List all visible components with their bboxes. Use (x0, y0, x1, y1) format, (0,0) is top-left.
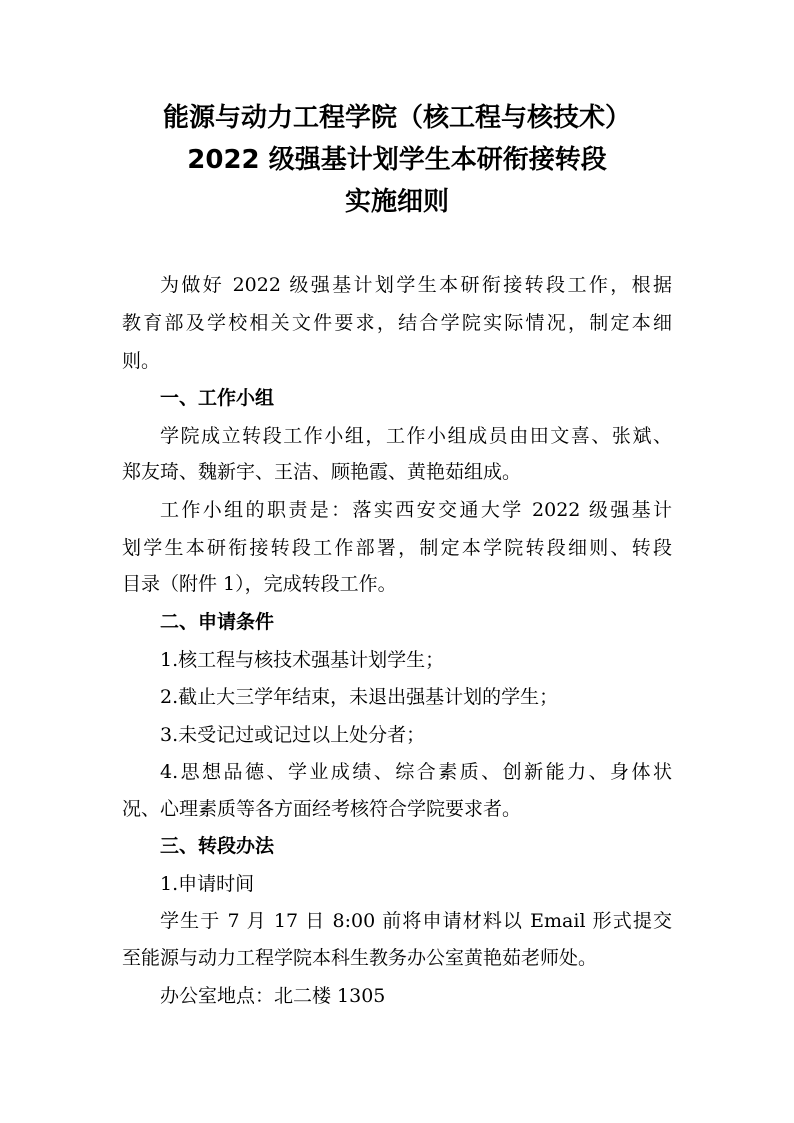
document-title-line-3: 实施细则 (344, 187, 449, 217)
section-2-heading: 二、申请条件 (160, 611, 275, 633)
intro-line-2: 教育部及学校相关文件要求，结合学院实际情况，制定本细 (122, 312, 672, 334)
section-3-para-line-1: 学生于 7 月 17 日 8:00 前将申请材料以 Email 形式提交 (160, 910, 672, 932)
section-3-subheading-1: 1.申请时间 (160, 873, 255, 895)
section-1-para-2-line-1: 工作小组的职责是：落实西安交通大学 2022 级强基计 (160, 499, 672, 521)
section-2-item-4-line-1: 4.思想品德、学业成绩、综合素质、创新能力、身体状 (160, 761, 672, 783)
section-1-para-2-line-2: 划学生本研衔接转段工作部署，制定本学院转段细则、转段 (122, 537, 672, 559)
document-title-line-1: 能源与动力工程学院（核工程与核技术） (162, 103, 631, 133)
section-1-para-1-line-1: 学院成立转段工作小组，工作小组成员由田文喜、张斌、 (160, 425, 672, 447)
section-2-item-3: 3.未受记过或记过以上处分者； (160, 724, 426, 746)
section-3-office-location: 办公室地点：北二楼 1305 (160, 985, 386, 1007)
section-1-heading: 一、工作小组 (160, 387, 275, 409)
section-1-para-1-line-2: 郑友琦、魏新宇、王洁、顾艳霞、黄艳茹组成。 (122, 461, 522, 483)
intro-line-3: 则。 (122, 350, 161, 372)
section-3-para-line-2: 至能源与动力工程学院本科生教务办公室黄艳茹老师处。 (122, 947, 598, 969)
section-2-item-4-line-2: 况、心理素质等各方面经考核符合学院要求者。 (122, 798, 522, 820)
document-title-line-2: 2022 级强基计划学生本研衔接转段 (187, 145, 607, 175)
section-2-item-2: 2.截止大三学年结束，未退出强基计划的学生； (160, 686, 559, 708)
section-3-heading: 三、转段办法 (160, 835, 275, 857)
section-2-item-1: 1.核工程与核技术强基计划学生； (160, 649, 445, 671)
section-1-para-2-line-3: 目录（附件 1），完成转段工作。 (122, 573, 397, 595)
intro-line-1: 为做好 2022 级强基计划学生本研衔接转段工作，根据 (160, 274, 672, 296)
